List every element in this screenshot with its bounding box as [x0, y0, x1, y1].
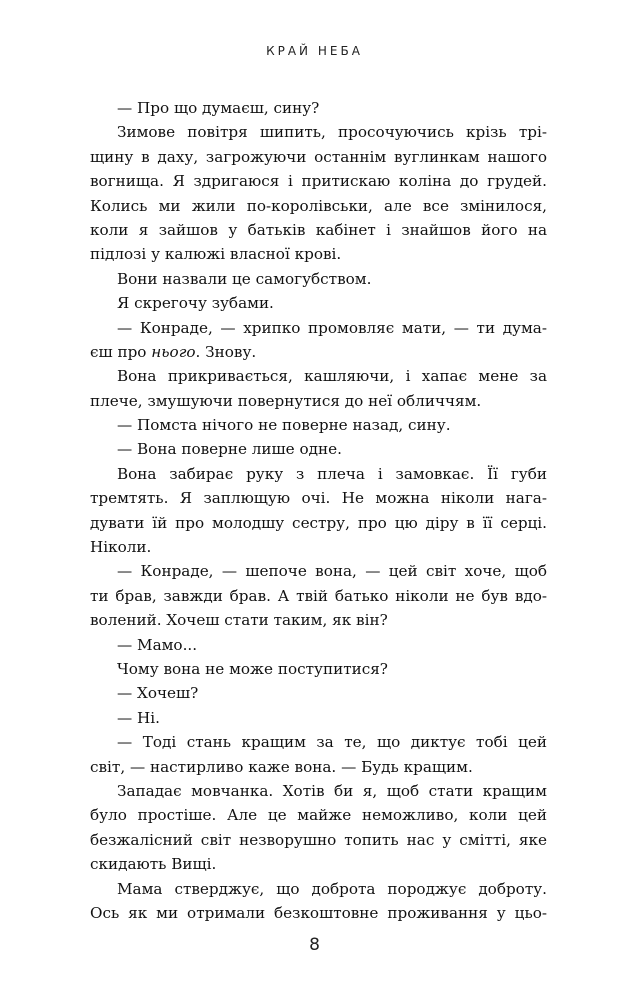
text-line — [90, 437, 547, 461]
line-text: Колись ми жили по-королівськи, але все змінилося, — [90, 196, 547, 215]
body-text — [90, 96, 547, 925]
text-line — [90, 755, 547, 779]
line-text: — Тоді стань кращим за те, що диктує тобі цей — [117, 733, 547, 752]
text-line — [90, 803, 547, 827]
line-text: вогнища. Я здригаюся і притискаю коліна до грудей. — [90, 172, 547, 191]
text-line — [90, 364, 547, 388]
text-line — [90, 340, 547, 364]
text-line — [90, 462, 547, 486]
line-text: Западає мовчанка. Хотів би я, щоб стати кращим — [117, 781, 547, 800]
text-line — [90, 486, 547, 510]
text-line — [90, 511, 547, 535]
text-line — [90, 706, 547, 730]
line-text: Мама стверджує, що доброта породжує доброту. — [117, 879, 547, 898]
text-line — [90, 169, 547, 193]
line-text: світ, — настирливо каже вона. — Будь кращим. — [90, 757, 473, 776]
text-line — [90, 96, 547, 120]
line-text: безжалісний світ незворушно топить нас у смітті, яке — [90, 830, 547, 849]
text-line — [90, 267, 547, 291]
text-line — [90, 608, 547, 632]
line-text-tail: . Знову. — [195, 342, 257, 361]
text-line — [90, 730, 547, 754]
text-line — [90, 779, 547, 803]
text-line — [90, 657, 547, 681]
text-line — [90, 901, 547, 925]
text-line — [90, 877, 547, 901]
line-text: єш про — [90, 342, 152, 361]
line-text: Ніколи. — [90, 538, 152, 557]
line-text: коли я зайшов у батьків кабінет і знайшов його на — [90, 220, 547, 239]
emphasis-text: нього — [151, 342, 196, 361]
line-text: Вона прикривається, кашляючи, і хапає мене за — [117, 367, 547, 386]
page-number: 8 — [309, 935, 320, 955]
line-text: Я скрегочу зубами. — [117, 294, 274, 313]
line-text: тремтять. Я заплющую очі. Не можна ніколи нага- — [90, 489, 547, 508]
line-text: — Конраде, — шепоче вона, — цей світ хоче, щоб — [117, 562, 547, 581]
text-line — [90, 291, 547, 315]
text-line — [90, 633, 547, 657]
line-text: було простіше. Але це майже неможливо, коли цей — [90, 806, 547, 825]
text-line — [90, 828, 547, 852]
line-text: ти брав, завжди брав. А твій батько ніколи не був вдо- — [90, 586, 547, 605]
line-text: — Мамо... — [117, 635, 198, 654]
text-line — [90, 242, 547, 266]
line-text: Зимове повітря шипить, просочуючись крізь трі- — [117, 123, 547, 142]
text-line — [90, 413, 547, 437]
running-title: КРАЙ НЕБА — [266, 44, 363, 58]
line-text: Ось як ми отримали безкоштовне проживання у цьо- — [90, 903, 547, 922]
line-text: плече, змушуючи повернутися до неї обличчям. — [90, 391, 482, 410]
text-line — [90, 218, 547, 242]
text-line — [90, 145, 547, 169]
line-text: — Ні. — [117, 708, 160, 727]
text-line — [90, 389, 547, 413]
line-text: скидають Вищі. — [90, 855, 217, 874]
line-text: Вона забирає руку з плеча і замовкає. Її губи — [117, 464, 547, 483]
line-text: дувати їй про молодшу сестру, про цю діру в її серці. — [90, 513, 547, 532]
text-line — [90, 535, 547, 559]
text-line — [90, 681, 547, 705]
line-text: щину в даху, загрожуючи останнім вуглинкам нашого — [90, 147, 547, 166]
line-text: Чому вона не може поступитися? — [117, 659, 388, 678]
text-line — [90, 316, 547, 340]
line-text: — Хочеш? — [117, 684, 199, 703]
text-line — [90, 559, 547, 583]
line-text: волений. Хочеш стати таким, як він? — [90, 611, 388, 630]
line-text: — Про що думаєш, сину? — [117, 99, 320, 117]
line-text: — Помста нічого не поверне назад, сину. — [117, 416, 451, 435]
text-line — [90, 852, 547, 876]
line-text: — Вона поверне лише одне. — [117, 440, 342, 459]
text-line — [90, 584, 547, 608]
line-text: Вони назвали це самогубством. — [117, 269, 372, 288]
line-text: підлозі у калюжі власної крові. — [90, 245, 342, 264]
line-text: — Конраде, — хрипко промовляє мати, — ти дума- — [117, 318, 547, 337]
text-line — [90, 194, 547, 218]
text-line — [90, 120, 547, 144]
